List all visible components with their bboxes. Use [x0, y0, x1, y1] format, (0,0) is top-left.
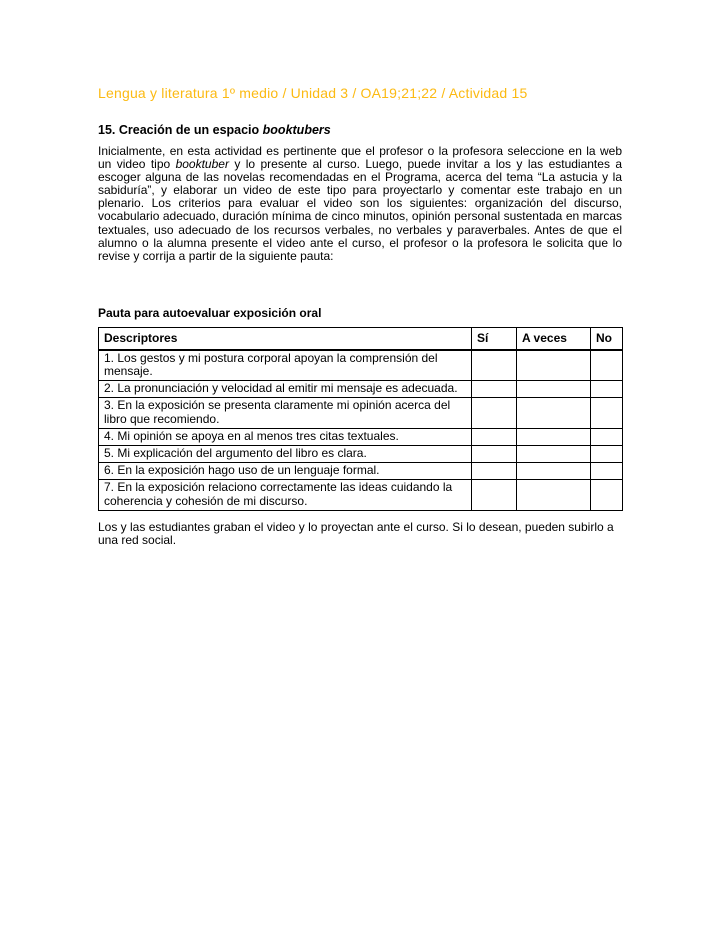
descriptor-cell: 5. Mi explicación del argumento del libro es clara. [99, 446, 472, 463]
breadcrumb: Lengua y literatura 1º medio / Unidad 3 / OA19;21;22 / Actividad 15 [98, 85, 528, 101]
descriptor-cell: 6. En la exposición hago uso de un lenguaje formal. [99, 463, 472, 480]
activity-title-italic-word: booktubers [262, 123, 331, 137]
a-veces-answer-cell [517, 446, 591, 463]
si-answer-cell [472, 398, 517, 428]
no-answer-cell [591, 446, 623, 463]
rubric-row-5 [99, 446, 623, 463]
column-header-descriptores: Descriptores [99, 327, 472, 350]
descriptor-cell: 7. En la exposición relaciono correctamente las ideas cuidando la coherencia y cohesión de mi discurso. [99, 480, 472, 510]
intro-paragraph-part2: y lo presente al curso. Luego, puede invitar a los y las estudiantes a escoger alguna de las novelas recomendadas en el Programa, acerca del tema “La astucia y la sabiduría”, y elaborar un video de este tipo para proyectarlo y comentar este trabajo en un plenario. Los criterios para evaluar el video son los siguientes: organización del discurso, vocabulario adecuado, duración mínima de cinco minutos, opinión personal sustentada en marcas textuales, uso adecuado de los recursos verbales, no verbales y paraverbales. Antes de que el alumno o la alumna presente el video ante el curso, el profesor o la profesora le solicita que lo revise y corrija a partir de la siguiente pauta: [98, 157, 623, 263]
si-answer-cell [472, 480, 517, 510]
si-answer-cell [472, 446, 517, 463]
rubric-title: Pauta para autoevaluar exposición oral [98, 305, 322, 320]
column-header-no: No [591, 327, 623, 350]
rubric-row-3 [99, 398, 623, 428]
column-header-a-veces: A veces [517, 327, 591, 350]
intro-paragraph-italic-word: booktuber [175, 157, 229, 172]
no-answer-cell [591, 350, 623, 381]
a-veces-answer-cell [517, 428, 591, 445]
no-answer-cell [591, 398, 623, 428]
intro-paragraph-part1: Inicialmente, en esta actividad es pertinente que el profesor o la profesora seleccione en la web un video tipo [98, 144, 622, 172]
intro-paragraph [98, 145, 622, 263]
closing-paragraph: Los y las estudiantes graban el video y lo proyectan ante el curso. Si lo desean, pueden subirlo a una red social. [98, 519, 614, 547]
si-answer-cell [472, 381, 517, 398]
activity-title-text: 15. Creación de un espacio [98, 123, 263, 137]
a-veces-answer-cell [517, 463, 591, 480]
si-answer-cell [472, 428, 517, 445]
no-answer-cell [591, 480, 623, 510]
a-veces-answer-cell [517, 350, 591, 381]
no-answer-cell [591, 463, 623, 480]
si-answer-cell [472, 350, 517, 381]
rubric-row-2 [99, 381, 623, 398]
a-veces-answer-cell [517, 381, 591, 398]
rubric-row-1 [99, 350, 623, 381]
descriptor-cell: 1. Los gestos y mi postura corporal apoyan la comprensión del mensaje. [99, 350, 472, 381]
rubric-row-6 [99, 463, 623, 480]
column-header-si: Sí [472, 327, 517, 350]
rubric-table [98, 327, 623, 511]
no-answer-cell [591, 428, 623, 445]
no-answer-cell [591, 381, 623, 398]
rubric-row-7 [99, 480, 623, 510]
descriptor-cell: 2. La pronunciación y velocidad al emitir mi mensaje es adecuada. [99, 381, 472, 398]
a-veces-answer-cell [517, 480, 591, 510]
rubric-row-4 [99, 428, 623, 445]
descriptor-cell: 4. Mi opinión se apoya en al menos tres citas textuales. [99, 428, 472, 445]
document-content [98, 85, 622, 547]
descriptor-cell: 3. En la exposición se presenta claramente mi opinión acerca del libro que recomiendo. [99, 398, 472, 428]
a-veces-answer-cell [517, 398, 591, 428]
activity-title [98, 123, 622, 137]
si-answer-cell [472, 463, 517, 480]
rubric-header-row [99, 327, 623, 350]
